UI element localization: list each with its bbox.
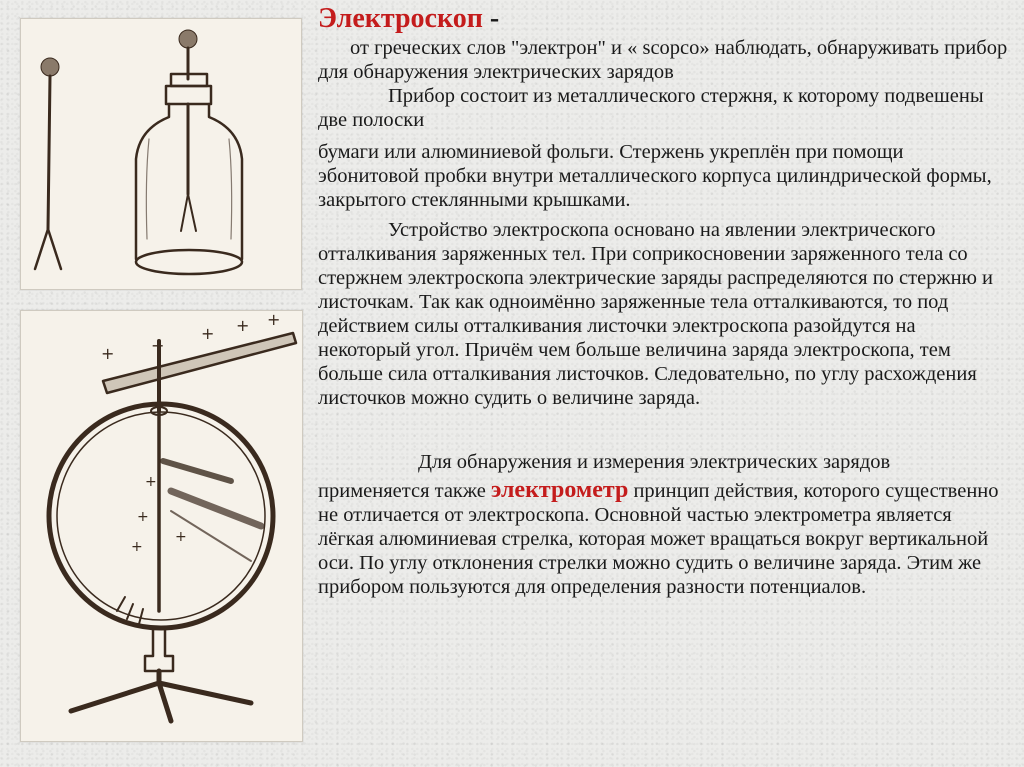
svg-text:+: + [236, 316, 250, 335]
svg-text:+: + [145, 474, 157, 490]
bottle-electroscope-drawing [136, 30, 242, 274]
svg-text:+: + [151, 336, 165, 355]
svg-text:+: + [137, 509, 149, 525]
title-term: Электроскоп [318, 3, 483, 34]
electrometer-term: электрометр [491, 477, 629, 503]
electroscope-ring-illustration [20, 310, 303, 742]
svg-text:+: + [201, 324, 215, 343]
title-dash: - [482, 3, 500, 34]
structure-paragraph-continued: бумаги или алюминиевой фольги. Стержень укреплён при помощи эбонитовой пробки внутри металлического корпуса цилиндрической формы, закрытого стеклянными крышками. [318, 141, 992, 211]
electrometer-lead: Для обнаружения и измерения электрических зарядов [418, 451, 891, 473]
page-title [318, 2, 1008, 36]
svg-text:+: + [267, 311, 281, 329]
rod-with-leaves-drawing [35, 58, 61, 269]
ring-electroscope-drawing [49, 341, 273, 721]
svg-text:+: + [175, 529, 187, 545]
svg-text:+: + [101, 344, 115, 363]
charged-rod-drawing [101, 311, 296, 393]
electrometer-before: применяется также [318, 480, 492, 502]
electroscope-bottle-illustration [20, 18, 302, 290]
electrometer-after: принцип действия, которого существенно не отличается от электроскопа. Основной частью электрометра является лёгкая алюминиевая стрелка, которая может вращаться вокруг вертикальной оси. По углу отклонения стрелки можно судить о величине заряда. Этим же прибором пользуются для определения разности потенциалов. [318, 480, 999, 598]
svg-text:+: + [131, 539, 143, 555]
principle-paragraph: Устройство электроскопа основано на явлении электрического отталкивания заряженных тел. При соприкосновении заряженного тела со стержнем электроскопа электрические заряды распределяются по стержню и листочкам. Так как одноимённо заряженные тела отталкиваются, то под действием силы отталкивания листочки электроскопа разойдутся на некоторый угол. Причём чем больше величина заряда электроскопа, тем больше сила отталкивания листочков. Следовательно, по углу расхождения листочков можно судить о величине заряда. [318, 219, 994, 409]
electrometer-paragraph [318, 478, 1008, 599]
article-text [318, 2, 1008, 599]
structure-paragraph: Прибор состоит из металлического стержня, к которому подвешены две полоски [318, 85, 984, 131]
definition-paragraph: от греческих слов "электрон" и « scopco» наблюдать, обнаруживать прибор для обнаружения электрических зарядов [318, 37, 1008, 83]
